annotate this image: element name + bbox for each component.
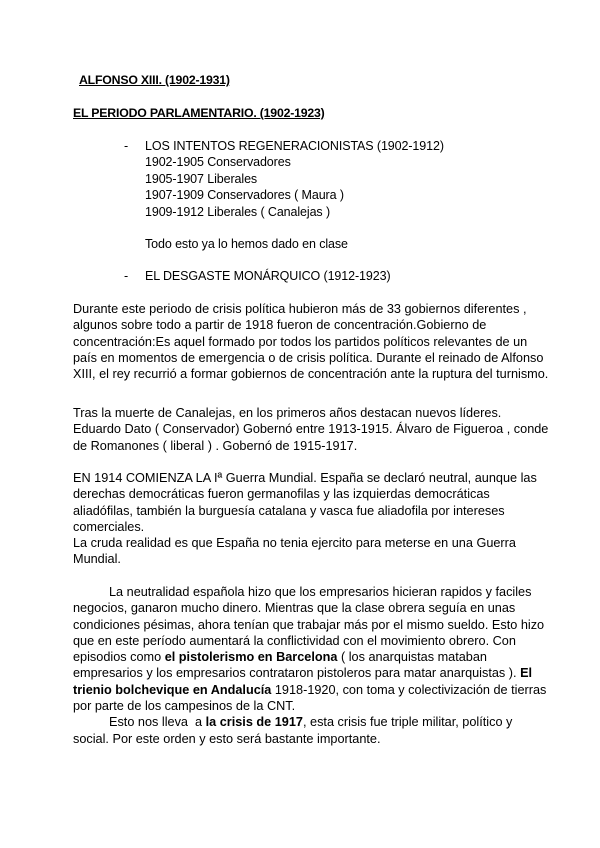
paragraph-line: algunos sobre todo a partir de 1918 fueron de concentración.Gobierno de [73, 318, 487, 333]
paragraph-line: condiciones pésimas, ahora tenían que trabajar más por el mismo sueldo. Esto hizo [73, 617, 545, 632]
paragraph-line [73, 714, 546, 730]
list-item: 1907-1909 Conservadores ( Maura ) [145, 188, 344, 202]
paragraph-line: XIII, el rey recurrió a formar gobiernos de concentración ante la ruptura del turnismo. [73, 367, 549, 382]
paragraph-line: que en este período aumentará la conflictividad con el movimiento obrero. Con [73, 633, 516, 648]
paragraph-line: de Romanones ( liberal ) . Gobernó de 1915-1917. [73, 438, 358, 453]
section-title: EL PERIODO PARLAMENTARIO. (1902-1923) [73, 106, 325, 120]
paragraph-line: país en momentos de emergencia o de crisis política. Durante el reinado de Alfonso [73, 350, 544, 365]
paragraph-text: 1918-1920, con toma y colectivización de tierras [271, 682, 547, 697]
bold-term-el: El [520, 666, 533, 681]
list-bullet: - [124, 269, 129, 283]
paragraph-line: La cruda realidad es que España no tenia ejercito para meterse en una Guerra [73, 536, 516, 551]
bold-term-trienio-bolchevique: trienio bolchevique en Andalucía [73, 682, 272, 697]
list-item: 1902-1905 Conservadores [145, 155, 291, 169]
paragraph-text: ( los anarquistas mataban [337, 650, 487, 665]
list-heading-desgaste: EL DESGASTE MONÁRQUICO (1912-1923) [145, 269, 391, 283]
list-item: 1905-1907 Liberales [145, 172, 258, 186]
paragraph-line [73, 682, 546, 698]
paragraph-neutralidad [73, 584, 546, 747]
list-note: Todo esto ya lo hemos dado en clase [145, 237, 348, 251]
paragraph-line: Eduardo Dato ( Conservador) Gobernó entre 1913-1915. Álvaro de Figueroa , conde [73, 422, 549, 437]
list-bullet: - [124, 139, 129, 153]
paragraph-line [73, 649, 546, 665]
document-title: ALFONSO XIII. (1902-1931) [79, 73, 230, 87]
paragraph-guerra-mundial [73, 470, 537, 568]
paragraph-line: por parte de los campesinos de la CNT. [73, 699, 296, 714]
bold-term-pistolerismo: el pistolerismo en Barcelona [164, 650, 338, 665]
list-heading-regeneracionistas: LOS INTENTOS REGENERACIONISTAS (1902-1912) [145, 139, 444, 153]
paragraph-line [73, 665, 546, 681]
paragraph-text: , esta crisis fue triple militar, político y [302, 715, 513, 730]
paragraph-line: Durante este periodo de crisis política hubieron más de 33 gobiernos diferentes , [73, 302, 527, 316]
paragraph-line: EN 1914 COMIENZA LA Iª Guerra Mundial. España se declaró neutral, aunque las [73, 471, 537, 485]
paragraph-line: concentración:Es aquel formado por todos los partidos políticos relevantes de un [73, 334, 528, 349]
paragraph-crisis-politica [73, 301, 548, 382]
paragraph-line: aliadófilas, también la burguesía catalana y vasca fue aliadofila por intereses [73, 503, 505, 518]
bold-term-crisis-1917: la crisis de 1917 [205, 715, 303, 730]
paragraph-line: La neutralidad española hizo que los empresarios hicieran rapidos y faciles [109, 585, 532, 599]
list-item: 1909-1912 Liberales ( Canalejas ) [145, 205, 331, 219]
paragraph-text: episodios como [73, 650, 165, 665]
paragraph-line: derechas democráticas fueron germanofilas y las izquierdas democráticas [73, 487, 490, 502]
paragraph-line: Tras la muerte de Canalejas, en los primeros años destacan nuevos líderes. [73, 406, 502, 420]
paragraph-nuevos-lideres [73, 405, 548, 454]
paragraph-line: comerciales. [73, 519, 145, 534]
paragraph-text: Esto nos lleva a [109, 715, 206, 730]
paragraph-line: Mundial. [73, 552, 121, 567]
paragraph-line: negocios, ganaron mucho dinero. Mientras que la clase obrera seguía en unas [73, 601, 516, 616]
paragraph-line: social. Por este orden y esto será bastante importante. [73, 731, 381, 746]
paragraph-text: empresarios y los empresarios contrataron pistoleros para matar anarquistas ). [73, 666, 521, 681]
